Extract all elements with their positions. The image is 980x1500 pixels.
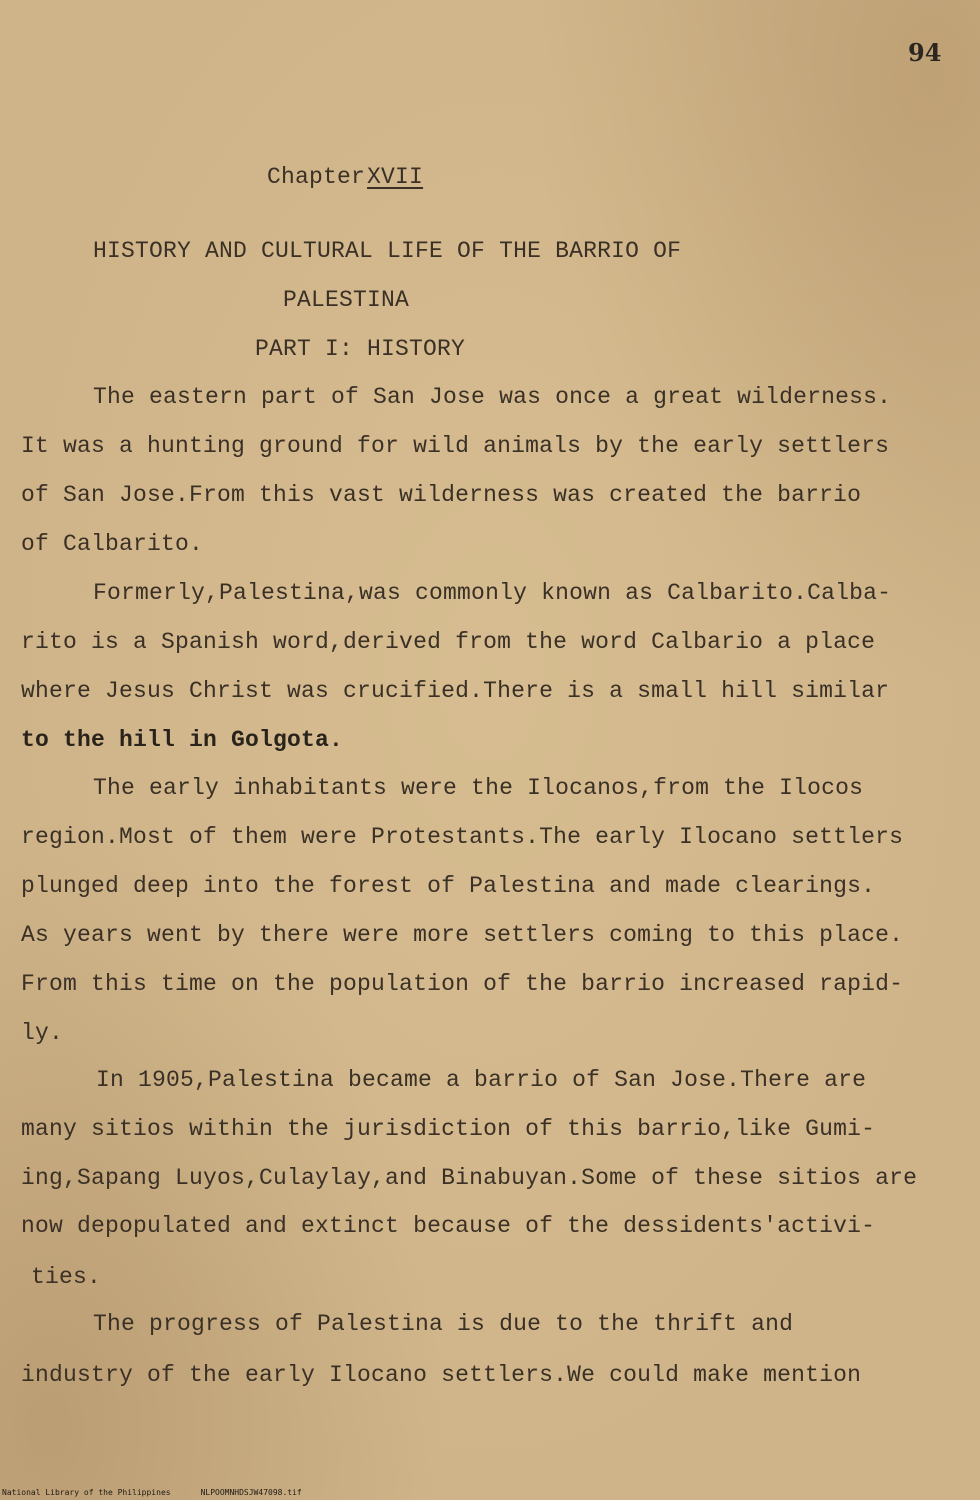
title-line-2: PALESTINA — [283, 287, 410, 313]
footer-library: National Library of the Philippines — [2, 1488, 171, 1497]
scan-footer — [2, 1488, 302, 1497]
body-line: ties. — [31, 1264, 102, 1290]
body-line: now depopulated and extinct because of the dessidents'activi- — [21, 1213, 876, 1239]
body-line: many sitios within the jurisdiction of this barrio,like Gumi- — [21, 1116, 876, 1142]
body-line: ing,Sapang Luyos,Culaylay,and Binabuyan.Some of these sitios are — [21, 1165, 918, 1191]
body-line: of Calbarito. — [21, 531, 204, 557]
title-line-1: HISTORY AND CULTURAL LIFE OF THE BARRIO OF — [93, 238, 682, 264]
body-line: plunged deep into the forest of Palestina and made clearings. — [21, 873, 876, 899]
body-line: to the hill in Golgota. — [21, 727, 344, 753]
body-line: rito is a Spanish word,derived from the word Calbario a place — [21, 629, 876, 655]
part-title: PART I: HISTORY — [255, 336, 466, 362]
body-line: It was a hunting ground for wild animals by the early settlers — [21, 433, 890, 459]
body-line: As years went by there were more settlers coming to this place. — [21, 922, 904, 948]
body-line: where Jesus Christ was crucified.There is a small hill similar — [21, 678, 890, 704]
body-line: Formerly,Palestina,was commonly known as Calbarito.Calba- — [93, 580, 892, 606]
body-line: In 1905,Palestina became a barrio of San Jose.There are — [96, 1067, 867, 1093]
body-line: of San Jose.From this vast wilderness was created the barrio — [21, 482, 862, 508]
body-line: The early inhabitants were the Ilocanos,from the Ilocos — [93, 775, 864, 801]
body-line: From this time on the population of the barrio increased rapid- — [21, 971, 904, 997]
body-line: The eastern part of San Jose was once a great wilderness. — [93, 384, 892, 410]
chapter-number: XVII — [367, 164, 424, 190]
page-number: 94 — [908, 38, 942, 67]
body-line: ly. — [21, 1020, 64, 1046]
body-line: The progress of Palestina is due to the thrift and — [93, 1311, 794, 1337]
body-line: region.Most of them were Protestants.The early Ilocano settlers — [21, 824, 904, 850]
chapter-label: Chapter — [267, 164, 366, 190]
footer-file: NLPOOMNHDSJW47098.tif — [200, 1488, 302, 1497]
body-line: industry of the early Ilocano settlers.We could make mention — [21, 1362, 862, 1388]
chapter-heading — [267, 164, 423, 190]
